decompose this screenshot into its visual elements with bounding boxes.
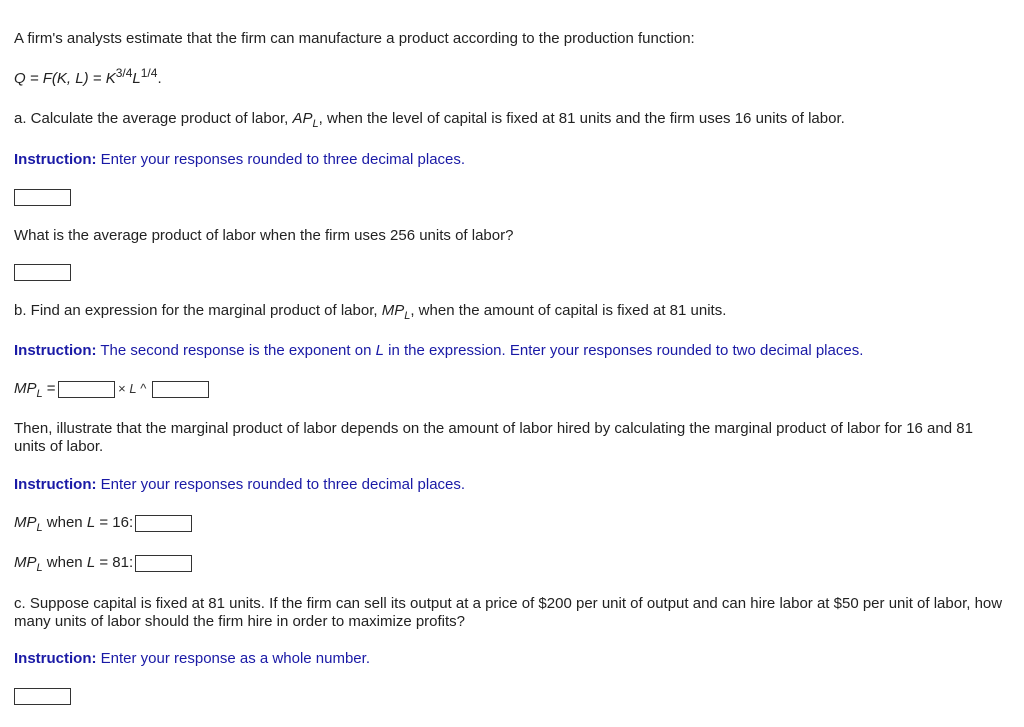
part-b-question — [14, 302, 726, 321]
mpl-81-row — [14, 554, 192, 573]
pf-l-exp: 1/4 — [140, 66, 158, 80]
mpl-subscript: L — [404, 310, 411, 322]
instruction-text: Enter your response as a whole number. — [96, 650, 370, 667]
mpl16-eq: = 16: — [95, 514, 134, 531]
apl-symbol: AP — [292, 110, 313, 127]
part-b-instruction — [14, 342, 863, 360]
mpl-symbol: MP — [381, 302, 405, 319]
mpl81-symbol: MP — [14, 554, 37, 571]
mpl-81-input[interactable] — [135, 555, 192, 572]
labor-hire-input[interactable] — [14, 688, 71, 705]
mpl16-when: when — [42, 514, 87, 531]
mpl81-var: L — [86, 554, 96, 571]
instruction-text-2: in the expression. Enter your responses rounded to two decimal places. — [383, 342, 864, 359]
mpl-16-input[interactable] — [135, 515, 192, 532]
mpl16-subscript: L — [36, 522, 43, 534]
expr-var: L — [129, 381, 137, 396]
part-b-text-after: , when the amount of capital is fixed at 81 units. — [410, 302, 727, 319]
instruction-text: The second response is the exponent on — [96, 342, 376, 359]
mpl16-var: L — [86, 514, 96, 531]
instruction-label: Instruction: — [14, 476, 97, 493]
part-a-followup: What is the average product of labor when the firm uses 256 units of labor? — [14, 227, 514, 244]
instruction-text: Enter your responses rounded to three decimal places. — [96, 151, 466, 168]
mpl81-eq: = 81: — [95, 554, 134, 571]
pf-k: K — [105, 70, 116, 87]
part-b-then-text: Then, illustrate that the marginal product of labor depends on the amount of labor hired by calculating the marginal product of labor for 16 and 81 units of labor. — [14, 420, 973, 455]
part-a-text-after: , when the level of capital is fixed at 81 units and the firm uses 16 units of labor. — [318, 110, 845, 127]
expr-mpl-subscript: L — [36, 388, 43, 400]
expr-equals: = — [42, 380, 56, 397]
part-c-instruction — [14, 650, 370, 668]
part-b-text-before: b. Find an expression for the marginal product of labor, — [14, 302, 382, 319]
apl-256-input[interactable] — [14, 264, 71, 281]
production-function — [14, 66, 162, 88]
apl-16-input[interactable] — [14, 189, 71, 206]
expr-caret: ^ — [136, 381, 150, 396]
part-a-question — [14, 110, 845, 129]
instruction-var: L — [375, 342, 384, 359]
apl-subscript: L — [312, 118, 319, 130]
mpl-exponent-input[interactable] — [152, 381, 209, 398]
instruction-label: Instruction: — [14, 151, 97, 168]
pf-k-exp: 3/4 — [115, 66, 133, 80]
expr-mpl-symbol: MP — [14, 380, 37, 397]
part-a-instruction — [14, 151, 465, 169]
pf-l: L — [132, 70, 141, 87]
mpl-16-row — [14, 514, 192, 533]
mpl-expression — [14, 380, 209, 399]
mpl81-subscript: L — [36, 562, 43, 574]
instruction-label: Instruction: — [14, 650, 97, 667]
intro-text: A firm's analysts estimate that the firm can manufacture a product according to the production function: — [14, 30, 695, 47]
mpl16-symbol: MP — [14, 514, 37, 531]
mpl81-when: when — [42, 554, 87, 571]
mpl-coefficient-input[interactable] — [58, 381, 115, 398]
part-b-instruction-2 — [14, 476, 465, 494]
instruction-text: Enter your responses rounded to three decimal places. — [96, 476, 466, 493]
pf-period: . — [157, 70, 162, 87]
part-a-text-before: a. Calculate the average product of labor, — [14, 110, 293, 127]
pf-lhs: Q = F(K, L) = — [14, 70, 106, 87]
expr-times: × — [114, 381, 130, 396]
part-c-question: c. Suppose capital is fixed at 81 units. If the firm can sell its output at a price of $200 per unit of output and can hire labor at $50 per unit of labor, how many units of labor should the firm hire in order to maximize profits? — [14, 595, 1003, 630]
instruction-label: Instruction: — [14, 342, 97, 359]
